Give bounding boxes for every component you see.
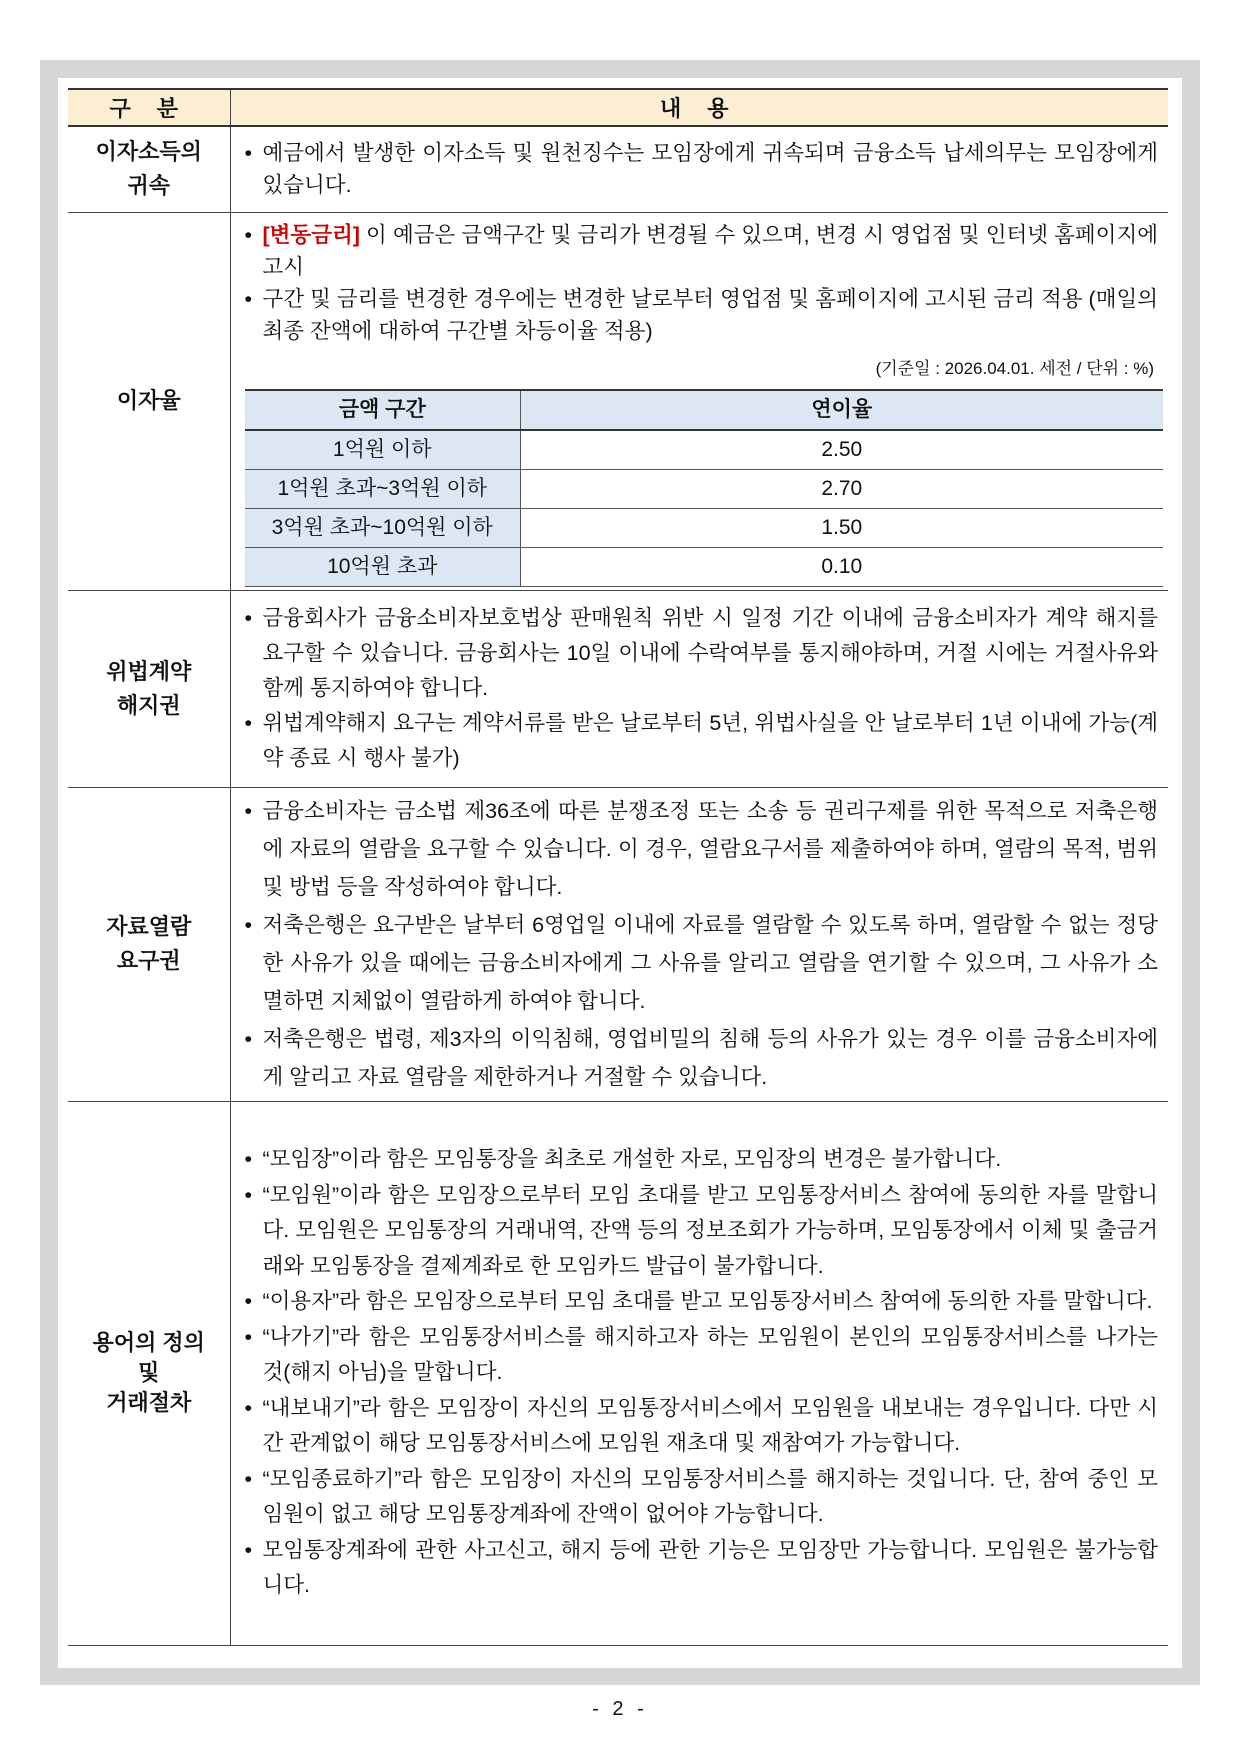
rate-table xyxy=(245,389,1163,587)
row-label-line: 용어의 정의 xyxy=(92,1330,205,1355)
list-item: • “내보내기”라 함은 모임장이 자신의 모임통장서비스에서 모임원을 내보내는 경우입니다. 다만 시간 관계없이 해당 모임통장서비스에 모임원 재초대 및 재참여가 가능합니다. xyxy=(243,1391,1159,1462)
rate-header-range: 금액 구간 xyxy=(245,390,521,430)
list-item: • “모임원”이라 함은 모임장으로부터 모임 초대를 받고 모임통장서비스 참여에 동의한 자를 말합니다. 모임원은 모임통장의 거래내역, 잔액 등의 정보조회가 가능하며, 모임통장에서 이체 및 출금거래와 모임통장을 결제계좌로 한 모임카드 발급이 불가합니다. xyxy=(243,1178,1159,1285)
row-label: 위법계약 해지권 xyxy=(68,590,230,787)
row-label-line: 거래절차 xyxy=(106,1390,192,1415)
list-item: • 예금에서 발생한 이자소득 및 원천징수는 모임장에게 귀속되며 금융소득 납세의무는 모임장에게 있습니다. xyxy=(243,137,1159,201)
list-item xyxy=(243,219,1159,283)
rate-note: (기준일 : 2026.04.01. 세전 / 단위 : %) xyxy=(875,358,1154,378)
list-item: • 저축은행은 요구받은 날부터 6영업일 이내에 자료를 열람할 수 있도록 하며, 열람할 수 없는 정당한 사유가 있을 때에는 금융소비자에게 그 사유를 알리고 열람을 연기할 수 있으며, 그 사유가 소멸하면 지체없이 열람하게 하여야 합니다. xyxy=(243,906,1159,1020)
header-content: 내 용 xyxy=(230,89,1168,126)
rate-row xyxy=(245,547,1163,586)
rate-range: 10억원 초과 xyxy=(245,547,521,586)
terms-table xyxy=(68,88,1168,1646)
row-label: 이자율 xyxy=(68,212,230,590)
rate-value: 2.70 xyxy=(521,469,1163,508)
rate-range: 1억원 이하 xyxy=(245,430,521,470)
rate-row xyxy=(245,508,1163,547)
rate-row xyxy=(245,469,1163,508)
row-label xyxy=(68,1101,230,1645)
table-row xyxy=(68,787,1168,1101)
list-item: • 금융회사가 금융소비자보호법상 판매원칙 위반 시 일정 기간 이내에 금융소비자가 계약 해지를 요구할 수 있습니다. 금융회사는 10일 이내에 수락여부를 통지해야하며, 거절 시에는 거절사유와 함께 통지하여야 합니다. xyxy=(243,601,1159,706)
row-label: 이자소득의 귀속 xyxy=(68,126,230,212)
rate-range: 1억원 초과~3억원 이하 xyxy=(245,469,521,508)
list-item: • 구간 및 금리를 변경한 경우에는 변경한 날로부터 영업점 및 홈페이지에 고시된 금리 적용 (매일의 최종 잔액에 대하여 구간별 차등이율 적용) xyxy=(243,283,1159,347)
table-row xyxy=(68,212,1168,590)
rate-value: 0.10 xyxy=(521,547,1163,586)
list-item-text: 이 예금은 금액구간 및 금리가 변경될 수 있으며, 변경 시 영업점 및 인터넷 홈페이지에 고시 xyxy=(262,222,1158,279)
rate-value: 2.50 xyxy=(521,430,1163,470)
list-item: • “모임장”이라 함은 모임통장을 최초로 개설한 자로, 모임장의 변경은 불가합니다. xyxy=(243,1142,1159,1178)
rate-row xyxy=(245,430,1163,470)
list-item: • 위법계약해지 요구는 계약서류를 받은 날로부터 5년, 위법사실을 안 날로부터 1년 이내에 가능(계약 종료 시 행사 불가) xyxy=(243,706,1159,776)
table-row xyxy=(68,590,1168,787)
table-row xyxy=(68,1101,1168,1645)
list-item: • “모임종료하기”라 함은 모임장이 자신의 모임통장서비스를 해지하는 것입니다. 단, 참여 중인 모임원이 없고 해당 모임통장계좌에 잔액이 없어야 가능합니다. xyxy=(243,1462,1159,1533)
rate-value: 1.50 xyxy=(521,508,1163,547)
row-label-line: 및 xyxy=(138,1360,160,1385)
table-row xyxy=(68,126,1168,212)
list-item: • “나가기”라 함은 모임통장서비스를 해지하고자 하는 모임원이 본인의 모임통장서비스를 나가는 것(해지 아님)을 말합니다. xyxy=(243,1320,1159,1391)
table-header xyxy=(68,89,1168,126)
header-category: 구 분 xyxy=(68,89,230,126)
rate-header-rate: 연이율 xyxy=(521,390,1163,430)
list-item: • 저축은행은 법령, 제3자의 이익침해, 영업비밀의 침해 등의 사유가 있는 경우 이를 금융소비자에게 알리고 자료 열람을 제한하거나 거절할 수 있습니다. xyxy=(243,1020,1159,1096)
variable-rate-tag: [변동금리] xyxy=(262,222,360,247)
list-item: • 모임통장계좌에 관한 사고신고, 해지 등에 관한 기능은 모임장만 가능합니다. 모임원은 불가능합니다. xyxy=(243,1533,1159,1604)
rate-range: 3억원 초과~10억원 이하 xyxy=(245,508,521,547)
row-label: 자료열람 요구권 xyxy=(68,787,230,1101)
page-number: - 2 - xyxy=(592,1698,648,1720)
list-item: • “이용자”라 함은 모임장으로부터 모임 초대를 받고 모임통장서비스 참여에 동의한 자를 말합니다. xyxy=(243,1284,1159,1320)
list-item: • 금융소비자는 금소법 제36조에 따른 분쟁조정 또는 소송 등 권리구제를 위한 목적으로 저축은행에 자료의 열람을 요구할 수 있습니다. 이 경우, 열람요구서를 제출하여야 하며, 열람의 목적, 범위 및 방법 등을 작성하여야 합니다. xyxy=(243,792,1159,906)
